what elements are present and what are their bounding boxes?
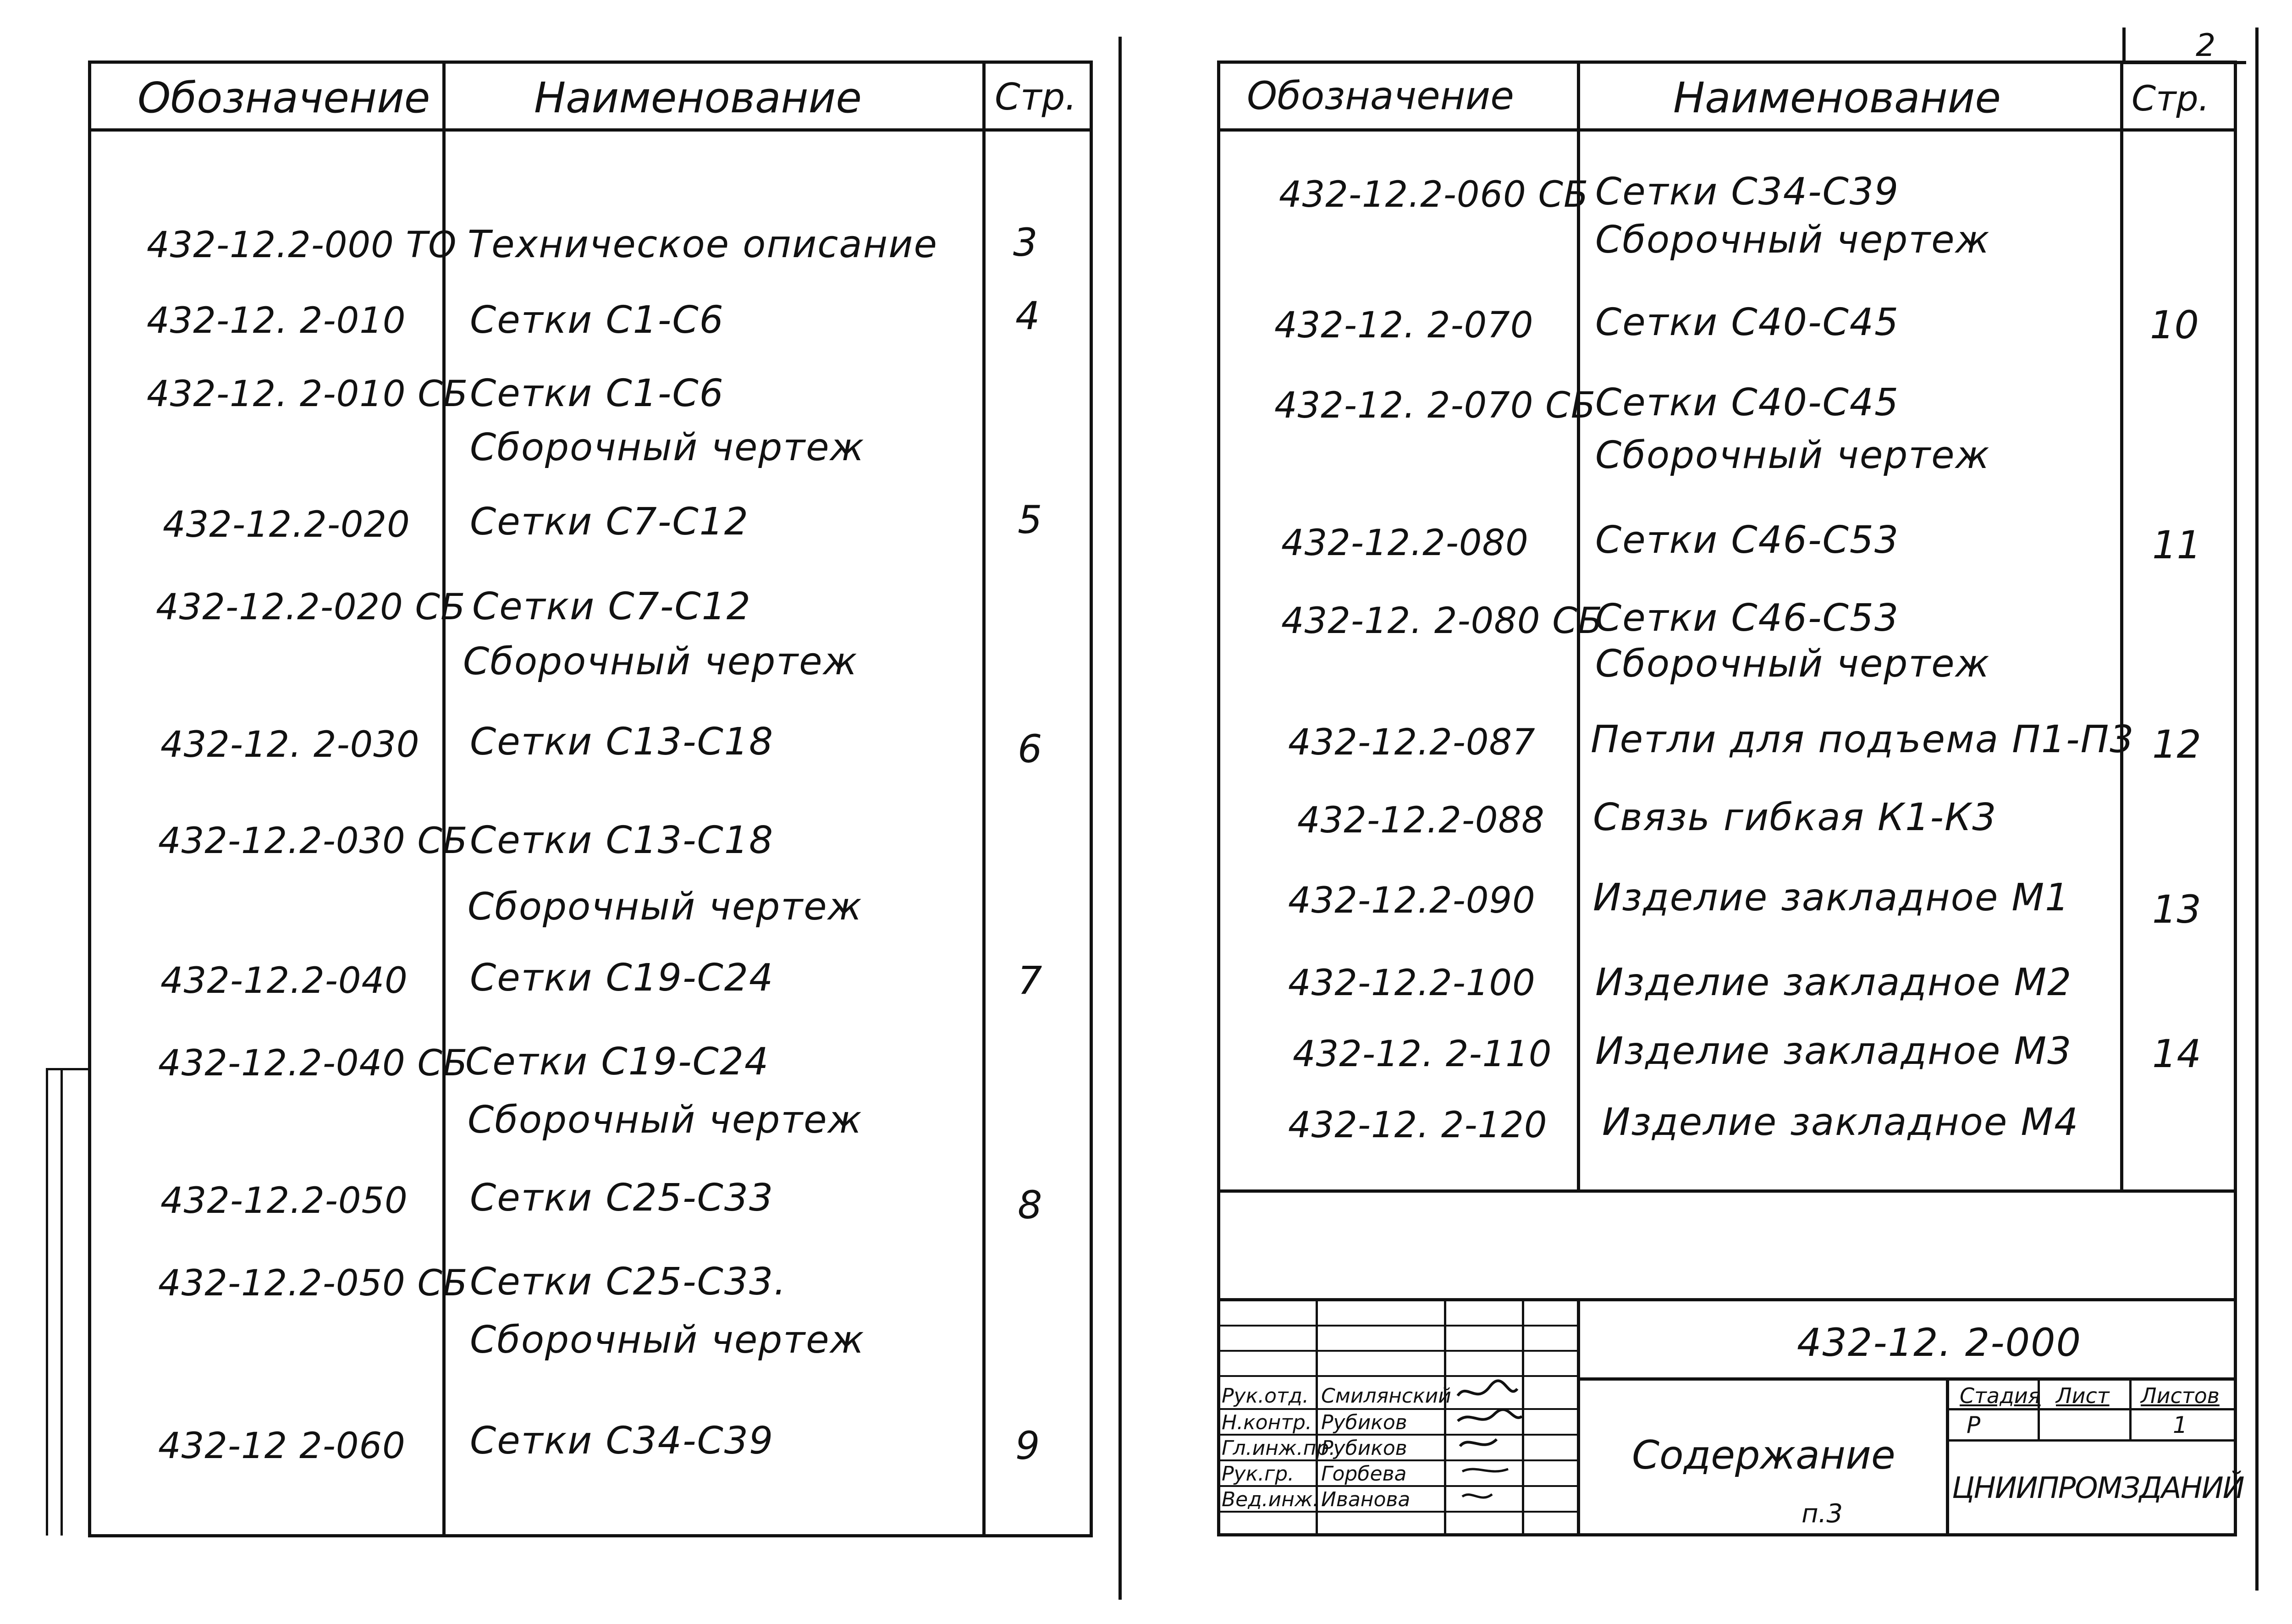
signature-role: Н.контр.	[1222, 1411, 1312, 1434]
stamp-code-divider	[1577, 1377, 2237, 1381]
row-name: Сетки С1-С6	[470, 372, 724, 415]
row-name-line-2: Сборочный чертеж	[470, 426, 865, 469]
row-page: 9	[1015, 1423, 1040, 1468]
row-name: Сетки С13-С18	[470, 819, 774, 862]
document-title-note: п.3	[1802, 1499, 1843, 1529]
row-code: 432-12. 2-030	[160, 724, 420, 765]
signature-name: Рубиков	[1321, 1411, 1407, 1434]
signature-name: Смилянский	[1321, 1384, 1451, 1408]
right-col-divider-2	[2120, 61, 2123, 1193]
row-code: 432-12.2-030 СБ	[158, 820, 468, 862]
sheet-number: 2	[2196, 28, 2216, 64]
row-page: 8	[1018, 1183, 1042, 1228]
row-code: 432-12 2-060	[158, 1426, 406, 1467]
signature-role: Рук.отд.	[1222, 1384, 1309, 1408]
signature-marks	[1449, 1377, 1577, 1533]
row-code: 432-12.2-020	[163, 504, 410, 545]
stamp-top-line	[1217, 1298, 2237, 1301]
signature-role: Рук.гр.	[1222, 1462, 1295, 1486]
row-name-line-2: Сборочный чертеж	[1595, 434, 1990, 477]
row-page: 5	[1018, 497, 1042, 542]
row-code: 432-12. 2-070	[1274, 305, 1534, 346]
row-code: 432-12.2-060 СБ	[1279, 174, 1589, 215]
sheets-label: Листов	[2141, 1383, 2220, 1408]
row-page: 3	[1013, 220, 1038, 265]
signature-name: Горбева	[1321, 1462, 1407, 1486]
sheet-label: Лист	[2056, 1383, 2110, 1408]
row-name-line-2: Сборочный чертеж	[463, 640, 858, 683]
row-code: 432-12.2-087	[1288, 722, 1536, 763]
stamp-row-line	[1217, 1375, 1577, 1377]
stamp-stage-line	[1946, 1408, 2237, 1410]
stamp-stage-line	[1946, 1439, 2237, 1442]
row-code: 432-12.2-000 ТО	[147, 225, 457, 266]
row-code: 432-12.2-050 СБ	[158, 1263, 468, 1304]
row-page: 14	[2152, 1031, 2201, 1076]
right-header-page: Стр.	[2132, 78, 2209, 119]
right-header-name: Наименование	[1673, 73, 2001, 122]
row-name: Сетки С7-С12	[472, 585, 751, 628]
left-binding-line	[46, 1068, 48, 1536]
signature-name: Рубиков	[1321, 1437, 1407, 1460]
left-header-code: Обозначение	[138, 73, 430, 122]
signature-name: Иванова	[1321, 1488, 1410, 1511]
row-name: Техническое описание	[468, 223, 938, 266]
row-page: 4	[1015, 293, 1040, 338]
left-col-divider-2	[982, 61, 986, 1537]
row-page: 7	[1018, 958, 1042, 1003]
row-code: 432-12.2-090	[1288, 880, 1536, 921]
row-name: Сетки С19-С24	[465, 1040, 770, 1084]
row-name: Изделие закладное М2	[1595, 961, 2072, 1004]
row-name: Связь гибкая К1-К3	[1593, 796, 1997, 839]
row-code: 432-12.2-040 СБ	[158, 1043, 468, 1084]
row-code: 432-12. 2-010	[147, 300, 406, 341]
left-binding-line-2	[61, 1068, 63, 1536]
left-header-name: Наименование	[534, 73, 862, 122]
document-code: 432-12. 2-000	[1797, 1320, 2082, 1365]
signature-role: Вед.инж.	[1222, 1488, 1319, 1511]
sheet-number-box-left	[2122, 28, 2126, 64]
row-code: 432-12.2-020 СБ	[156, 587, 466, 628]
row-name: Сетки С34-С39	[1595, 170, 1900, 214]
right-margin-line	[2255, 28, 2259, 1591]
document-title: Содержание	[1632, 1432, 1895, 1478]
row-name-line-2: Сборочный чертеж	[1595, 218, 1990, 262]
row-code: 432-12.2-080	[1281, 523, 1529, 564]
sheets-value: 1	[2173, 1412, 2187, 1438]
row-name-line-2: Сборочный чертеж	[468, 885, 863, 929]
row-page: 13	[2152, 887, 2201, 932]
row-code: 432-12.2-050	[160, 1180, 408, 1222]
signature-role: Гл.инж.пр.	[1222, 1437, 1336, 1460]
stamp-main-divider	[1577, 1298, 1580, 1536]
row-name: Сетки С25-С33.	[470, 1260, 787, 1304]
right-header-divider	[1217, 128, 2237, 132]
row-page: 12	[2152, 722, 2201, 767]
row-name: Изделие закладное М1	[1593, 876, 2070, 919]
row-page: 10	[2150, 303, 2199, 347]
row-name-line-2: Сборочный чертеж	[470, 1318, 865, 1362]
row-code: 432-12. 2-120	[1288, 1105, 1548, 1146]
row-name: Сетки С46-С53	[1595, 596, 1900, 640]
stamp-row-line	[1217, 1350, 1577, 1352]
page-fold-line	[1118, 37, 1122, 1600]
row-name: Сетки С25-С33	[470, 1176, 774, 1220]
stamp-col-name	[1444, 1298, 1446, 1536]
stage-label: Стадия	[1960, 1383, 2041, 1408]
left-col-divider-1	[442, 61, 446, 1537]
row-name: Сетки С34-С39	[470, 1419, 774, 1463]
row-code: 432-12.2-088	[1297, 800, 1545, 841]
row-page: 6	[1018, 727, 1042, 771]
row-name: Изделие закладное М3	[1595, 1029, 2072, 1073]
row-name: Сетки С40-С45	[1595, 301, 1900, 344]
row-name: Сетки С1-С6	[470, 298, 724, 342]
row-name-line-2: Сборочный чертеж	[1595, 642, 1990, 686]
row-code: 432-12. 2-010 СБ	[147, 374, 468, 415]
row-code: 432-12. 2-070 СБ	[1274, 385, 1596, 426]
left-binding-top	[46, 1068, 89, 1070]
left-header-divider	[88, 128, 1093, 132]
left-header-page: Стр.	[995, 76, 1077, 118]
right-header-code: Обозначение	[1247, 73, 1514, 118]
row-name: Сетки С19-С24	[470, 956, 774, 1000]
row-page: 11	[2152, 523, 2201, 567]
row-name: Сетки С46-С53	[1595, 518, 1900, 562]
row-name: Сетки С40-С45	[1595, 381, 1900, 424]
right-table-end-line	[1217, 1189, 2237, 1193]
row-code: 432-12. 2-110	[1293, 1034, 1552, 1075]
row-name: Сетки С13-С18	[470, 720, 774, 764]
row-code: 432-12.2-100	[1288, 963, 1536, 1004]
row-name-line-2: Сборочный чертеж	[468, 1098, 863, 1142]
stamp-title-divider	[1946, 1377, 1949, 1536]
stamp-row-line	[1217, 1325, 1577, 1327]
row-name: Изделие закладное М4	[1602, 1101, 2079, 1144]
organization-name: ЦНИИПРОМЗДАНИЙ	[1952, 1471, 2244, 1505]
stage-value: Р	[1967, 1412, 1981, 1438]
row-code: 432-12. 2-080 СБ	[1281, 600, 1603, 642]
row-name: Сетки С7-С12	[470, 500, 749, 544]
row-name: Петли для подъема П1-П3	[1591, 718, 2135, 761]
stamp-stage-col	[2129, 1377, 2132, 1442]
row-code: 432-12.2-040	[160, 960, 408, 1002]
